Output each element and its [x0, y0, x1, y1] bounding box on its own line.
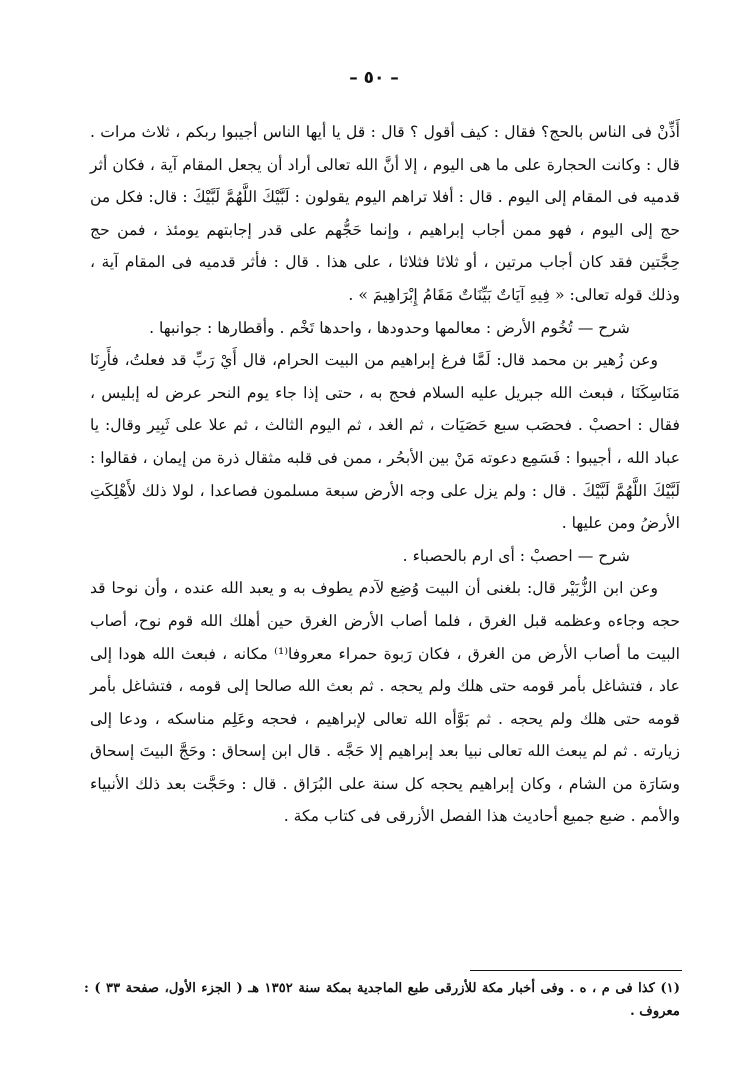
paragraph: وعن زُهير بن محمد قال: لَمَّا فرغ إبراهيم من البيت الحرام، قال أَيْ رَبِّ قد فعلتُ، فأَرِنَا مَنَاسِكَنَا ، فبعث الله جبريل عليه السلام فحج به ، حتى إذا جاء يوم النحر عرض له إبليس ، فقال : احصبْ . فحصَب سبع حَصَيَات ، ثم الغد ، ثم اليوم الثالث ، ثم علا على ثَبِير وقال: يا عباد الله ، أجيبوا : فَسَمِع دعوته مَنْ بين الأبحُر ، ممن فى قلبه مثقال ذرة من إيمان ، فقالوا : لَبَّيْكَ اللَّهُمَّ لَبَّيْكَ . قال : ولم يزل على وجه الأرض سبعة مسلمون فصاعدا ، لولا ذلك لأَهْلِكَتِ الأرضُ ومن عليها . [90, 351, 680, 533]
commentary-paragraph: شرح — احصبْ : أى ارم بالحصباء . [402, 546, 630, 565]
page-number: – ٥٠ – [349, 68, 399, 88]
paragraph: وعن ابن الزُّبَيْر قال: بلغنى أن البيت وُضِع لآدم يطوف به و يعبد الله عنده ، وأن نوحا قد حجه وجاءه وعظمه قبل الغرق ، فلما أصاب الأرض الغرق حين أهلك الله قوم نوح، أصاب البيت ما أصاب الأرض من الغرق ، فكان رَبوة حمراء معروفا⁽¹⁾ مكانه ، فبعث الله هودا إلى عاد ، فتشاغل بأمر قومه حتى هلك ولم يحجه . ثم بعث الله صالحا إلى قومه ، فتشاغل بأمر قومه حتى هلك ولم يحجه . ثم بَوَّأه الله تعالى لإبراهيم ، فحجه وعَلِم مناسكه ، ودعا إلى زيارته . ثم لم يبعث الله تعالى نبيا بعد إبراهيم إلا حَجَّه . قال ابن إسحاق : وحَجَّ البيتَ إسحاق وسَارَة من الشام ، وكان إبراهيم يحجه كل سنة على البُرَاق . قال : وحَجَّت بعد ذلك الأنبياء والأمم . ضبع جميع أحاديث هذا الفصل الأزرقى فى كتاب مكة . [90, 579, 680, 826]
body-text [90, 116, 680, 833]
footnotes [84, 977, 680, 1023]
commentary-paragraph: شرح — تُخُوم الأرض : معالمها وحدودها ، واحدها تَخْم . وأقطارها : جوانبها . [149, 318, 630, 337]
footnote-divider [470, 970, 682, 971]
footnote: (١) كذا فى م ، ه . وفى أخبار مكة للأزرقى طبع الماجدية بمكة سنة ١٣٥٢ هـ ( الجزء الأول، صفحة ٣٣ ) : معروف . [84, 981, 680, 1019]
paragraph: أَذِّنْ فى الناس بالحج؟ فقال : كيف أقول ؟ قال : قل يا أيها الناس أجيبوا ربكم ، ثلاث مرات . قال : وكانت الحجارة على ما هى اليوم ، إلا أنَّ الله تعالى أراد أن يجعل المقام آية ، فكان أثر قدميه فى المقام إلى اليوم . قال : أفلا تراهم اليوم يقولون : لَبَّيْكَ اللَّهُمَّ لَبَّيْكَ : قال: فكل من حج إلى اليوم ، فهو ممن أجاب إبراهيم ، وإنما حَجُّهم على قدر إجابتهم يومئذ ، فمن حج حِجَّتين فقد كان أجاب مرتين ، أو ثلاثا فثلاثا ، على هذا . قال : فأثر قدميه فى المقام آية ، وذلك قوله تعالى: « فِيهِ آيَاتٌ بَيِّنَاتٌ مَقَامُ إِبْرَاهِيمَ » . [90, 123, 680, 304]
